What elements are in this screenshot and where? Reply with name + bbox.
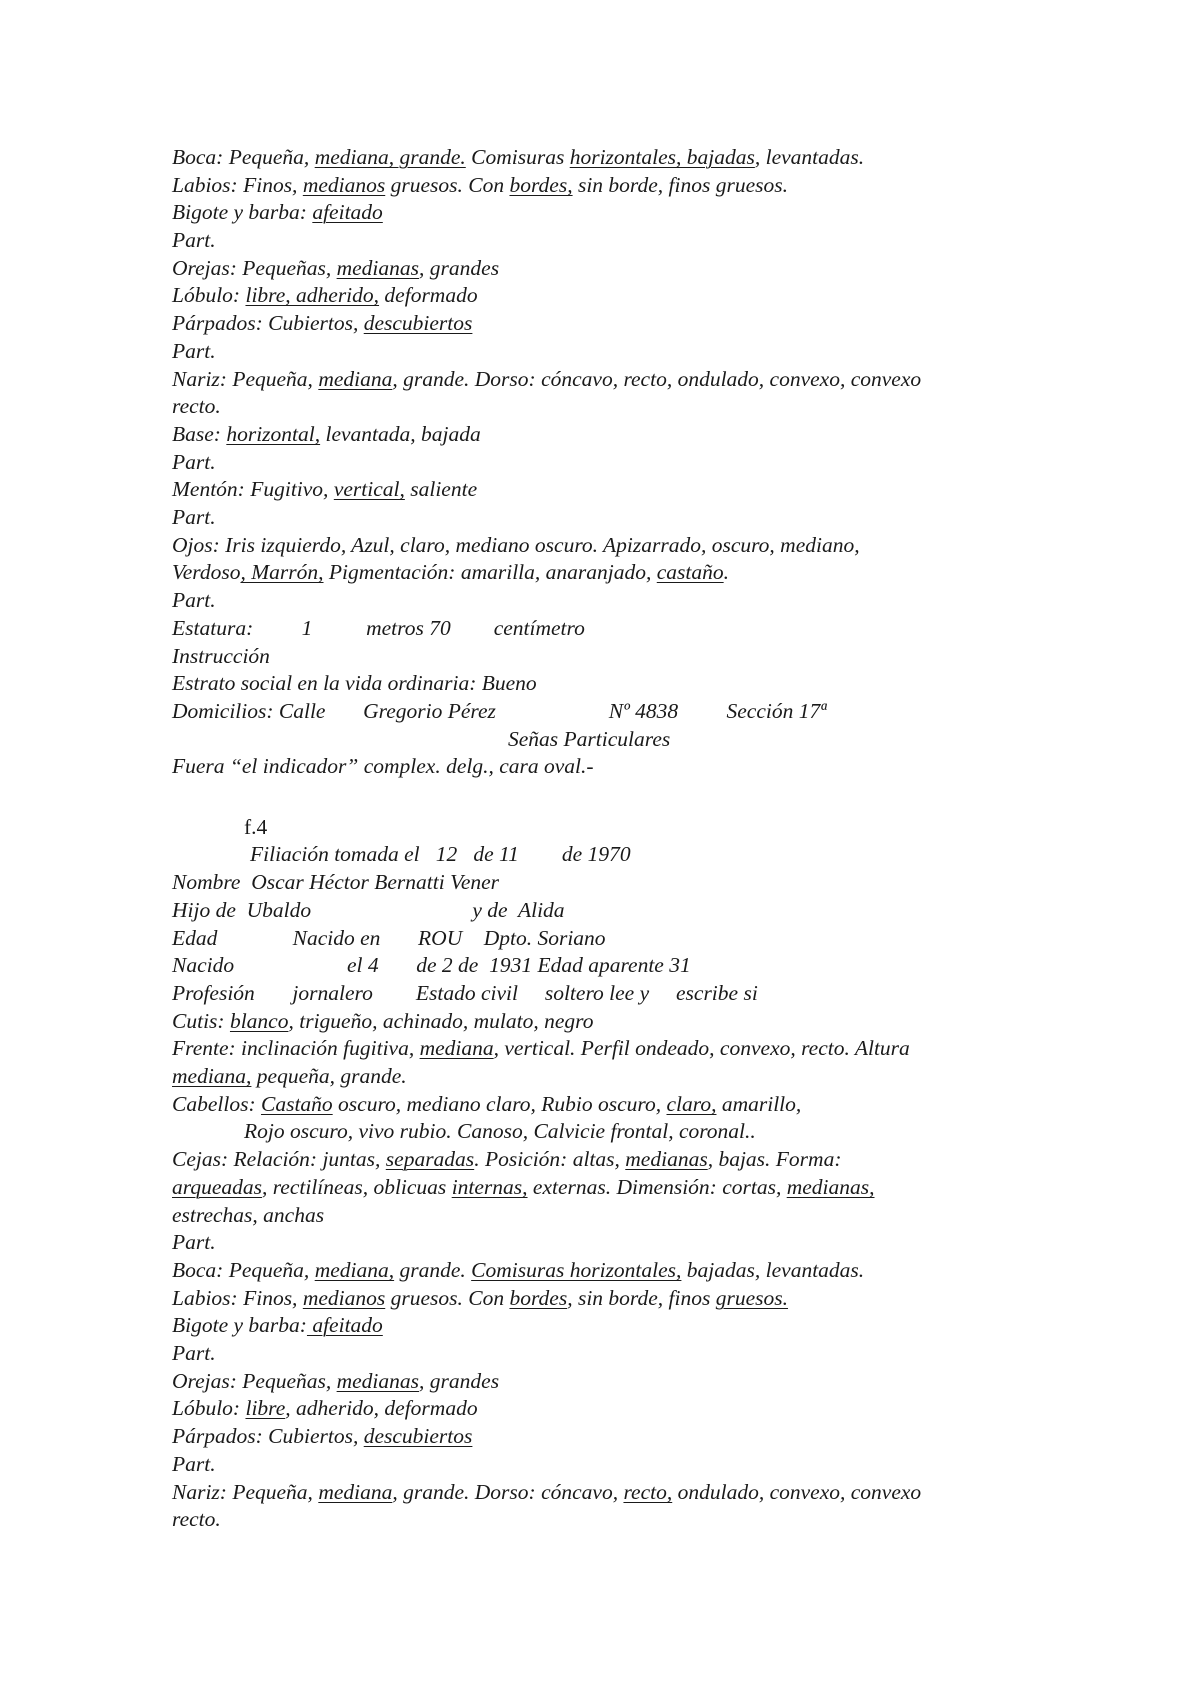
text-segment: , vertical. Perfil ondeado, convexo, recto. Altura: [493, 1036, 910, 1060]
text-segment: Párpados: Cubiertos,: [172, 1424, 364, 1448]
text-segment: externas. Dimensión: cortas,: [527, 1175, 787, 1199]
text-segment: , sin borde, finos: [567, 1286, 716, 1310]
text-segment: gruesos. Con: [385, 1286, 510, 1310]
text-segment: deformado: [379, 283, 478, 307]
text-segment: Lóbulo:: [172, 1396, 246, 1420]
text-segment: ondulado, convexo, convexo: [672, 1480, 922, 1504]
underlined-text: Comisuras horizontales,: [471, 1258, 682, 1282]
text-segment: , grandes: [419, 256, 500, 280]
text-segment: Labios: Finos,: [172, 173, 303, 197]
text-segment: Bigote y barba:: [172, 200, 313, 224]
text-segment: Nariz: Pequeña,: [172, 1480, 319, 1504]
text-line: [172, 475, 477, 503]
text-line: [172, 1228, 216, 1256]
underlined-text: gruesos.: [715, 1286, 789, 1310]
text-segment: Part.: [172, 1341, 216, 1365]
text-segment: Nariz: Pequeña,: [172, 367, 319, 391]
text-line: [172, 1007, 593, 1035]
underlined-text: afeitado: [312, 200, 383, 224]
text-segment: pequeña, grande.: [251, 1064, 407, 1088]
text-segment: Part.: [172, 1230, 216, 1254]
text-line: [172, 1394, 478, 1422]
text-segment: Domicilios: Calle Gregorio Pérez Nº 4838 Sección 17ª: [172, 699, 827, 723]
text-segment: Part.: [172, 1452, 216, 1476]
text-segment: levantada, bajada: [320, 422, 481, 446]
text-line: [172, 586, 216, 614]
text-line: [172, 669, 537, 697]
text-line: [172, 226, 216, 254]
text-segment: Lóbulo:: [172, 283, 246, 307]
text-segment: sin borde, finos gruesos.: [572, 173, 788, 197]
underlined-text: bordes,: [509, 173, 573, 197]
text-line: [172, 531, 860, 559]
text-segment: , bajas. Forma:: [707, 1147, 842, 1171]
underlined-text: blanco: [229, 1009, 289, 1033]
text-segment: Orejas: Pequeñas,: [172, 256, 337, 280]
text-line: [172, 171, 788, 199]
text-line: [172, 924, 606, 952]
text-line: [172, 254, 499, 282]
text-line: [172, 392, 221, 420]
underlined-text: horizontal,: [226, 422, 321, 446]
text-segment: Part.: [172, 505, 216, 529]
text-segment: grande.: [394, 1258, 472, 1282]
text-line: [172, 198, 383, 226]
text-segment: Fuera “el indicador” complex. delg., cara oval.-: [172, 754, 594, 778]
text-segment: Hijo de Ubaldo y de Alida: [172, 898, 565, 922]
underlined-text: , Marrón,: [240, 560, 324, 584]
underlined-text: mediana,: [172, 1064, 252, 1088]
text-line: [172, 697, 826, 725]
underlined-text: mediana,: [314, 1258, 395, 1282]
text-segment: Part.: [172, 450, 216, 474]
underlined-text: afeitado: [306, 1313, 383, 1337]
text-segment: Part.: [172, 588, 216, 612]
underlined-text: Castaño: [260, 1092, 333, 1116]
text-segment: Part.: [172, 339, 216, 363]
text-line: [244, 1117, 756, 1145]
underlined-text: medianos: [302, 173, 386, 197]
text-line: [172, 896, 565, 924]
text-segment: , adherido, deformado: [285, 1396, 478, 1420]
text-segment: , grande. Dorso: cóncavo,: [392, 1480, 624, 1504]
text-line: [172, 1173, 875, 1201]
text-line: [172, 1034, 910, 1062]
text-segment: Part.: [172, 228, 216, 252]
text-line: [172, 1284, 788, 1312]
text-segment: estrechas, anchas: [172, 1203, 325, 1227]
text-segment: recto.: [172, 394, 221, 418]
text-segment: Boca: Pequeña,: [172, 1258, 315, 1282]
text-line: [172, 752, 594, 780]
text-line: [172, 642, 270, 670]
text-line: [172, 1256, 864, 1284]
underlined-text: libre: [245, 1396, 286, 1420]
text-segment: Mentón: Fugitivo,: [172, 477, 334, 501]
text-line: [172, 1478, 921, 1506]
underlined-text: recto,: [623, 1480, 673, 1504]
text-line: [172, 337, 216, 365]
underlined-text: medianas,: [786, 1175, 875, 1199]
text-segment: Estatura: 1 metros 70 centímetro: [172, 616, 585, 640]
text-line: [244, 813, 267, 841]
text-line: [172, 614, 585, 642]
text-line: [172, 1450, 216, 1478]
text-segment: Rojo oscuro, vivo rubio. Canoso, Calvicie frontal, coronal..: [244, 1119, 756, 1143]
text-segment: , grande. Dorso: cóncavo, recto, ondulado, convexo, convexo: [392, 367, 922, 391]
text-line: [172, 1367, 499, 1395]
text-segment: , grandes: [419, 1369, 500, 1393]
text-segment: Edad Nacido en ROU Dpto. Soriano: [172, 926, 606, 950]
underlined-text: mediana: [318, 367, 393, 391]
text-line: [172, 558, 729, 586]
text-segment: Señas Particulares: [508, 727, 671, 751]
text-line: [172, 1145, 841, 1173]
underlined-text: mediana: [318, 1480, 393, 1504]
text-segment: Cejas: Relación: juntas,: [172, 1147, 386, 1171]
text-line: [172, 448, 216, 476]
text-line: [172, 309, 472, 337]
text-segment: Nombre Oscar Héctor Bernatti Vener: [172, 870, 500, 894]
underlined-text: medianas: [625, 1147, 708, 1171]
text-segment: saliente: [404, 477, 478, 501]
text-segment: Base:: [172, 422, 227, 446]
text-segment: .: [723, 560, 730, 584]
underlined-text: medianas: [336, 256, 420, 280]
text-line: [172, 1422, 472, 1450]
underlined-text: medianos: [302, 1286, 386, 1310]
text-segment: Bigote y barba:: [172, 1313, 307, 1337]
text-line: [172, 143, 864, 171]
text-segment: , levantadas.: [754, 145, 865, 169]
text-segment: Nacido el 4 de 2 de 1931 Edad aparente 31: [172, 953, 691, 977]
underlined-text: castaño: [656, 560, 724, 584]
underlined-text: arqueadas: [172, 1175, 262, 1199]
text-segment: Orejas: Pequeñas,: [172, 1369, 337, 1393]
text-line: [172, 365, 921, 393]
text-line: [508, 725, 670, 753]
underlined-text: mediana: [419, 1036, 494, 1060]
text-segment: Estrato social en la vida ordinaria: Bueno: [172, 671, 537, 695]
underlined-text: horizontales, bajadas: [569, 145, 755, 169]
text-segment: bajadas, levantadas.: [681, 1258, 865, 1282]
text-line: [172, 951, 691, 979]
text-line: [172, 1062, 407, 1090]
text-line: [172, 868, 499, 896]
text-segment: Filiación tomada el 12 de 11 de 1970: [250, 842, 631, 866]
text-segment: Pigmentación: amarilla, anaranjado,: [323, 560, 657, 584]
text-segment: . Posición: altas,: [474, 1147, 626, 1171]
text-segment: , trigueño, achinado, mulato, negro: [288, 1009, 594, 1033]
text-line: [172, 1311, 383, 1339]
underlined-text: vertical,: [333, 477, 405, 501]
underlined-text: descubiertos: [363, 311, 473, 335]
text-line: [172, 420, 481, 448]
text-segment: Frente: inclinación fugitiva,: [172, 1036, 420, 1060]
text-segment: Profesión jornalero Estado civil soltero lee y escribe si: [172, 981, 758, 1005]
underlined-text: internas,: [451, 1175, 528, 1199]
text-line: [172, 503, 216, 531]
text-segment: Ojos: Iris izquierdo, Azul, claro, mediano oscuro. Apizarrado, oscuro, mediano,: [172, 533, 860, 557]
text-segment: Verdoso: [172, 560, 241, 584]
text-line: [172, 1201, 324, 1229]
underlined-text: medianas: [336, 1369, 420, 1393]
underlined-text: separadas: [385, 1147, 475, 1171]
text-segment: f.4: [244, 815, 268, 839]
text-segment: oscuro, mediano claro, Rubio oscuro,: [332, 1092, 667, 1116]
text-line: [172, 1090, 801, 1118]
text-segment: amarillo,: [716, 1092, 802, 1116]
text-segment: Cabellos:: [172, 1092, 261, 1116]
underlined-text: descubiertos: [363, 1424, 473, 1448]
text-line: [172, 979, 758, 1007]
text-line: [172, 281, 478, 309]
text-segment: Párpados: Cubiertos,: [172, 311, 364, 335]
underlined-text: libre, adherido,: [245, 283, 380, 307]
text-segment: Instrucción: [172, 644, 270, 668]
underlined-text: bordes: [509, 1286, 568, 1310]
text-segment: Boca: Pequeña,: [172, 145, 315, 169]
text-segment: Cutis:: [172, 1009, 230, 1033]
underlined-text: claro,: [666, 1092, 717, 1116]
underlined-text: mediana, grande.: [314, 145, 466, 169]
text-segment: Labios: Finos,: [172, 1286, 303, 1310]
text-line: [172, 1339, 216, 1367]
text-line: [172, 1505, 221, 1533]
text-segment: gruesos. Con: [385, 173, 510, 197]
text-segment: , rectilíneas, oblicuas: [261, 1175, 452, 1199]
text-segment: recto.: [172, 1507, 221, 1531]
text-line: [250, 840, 631, 868]
text-segment: Comisuras: [465, 145, 570, 169]
